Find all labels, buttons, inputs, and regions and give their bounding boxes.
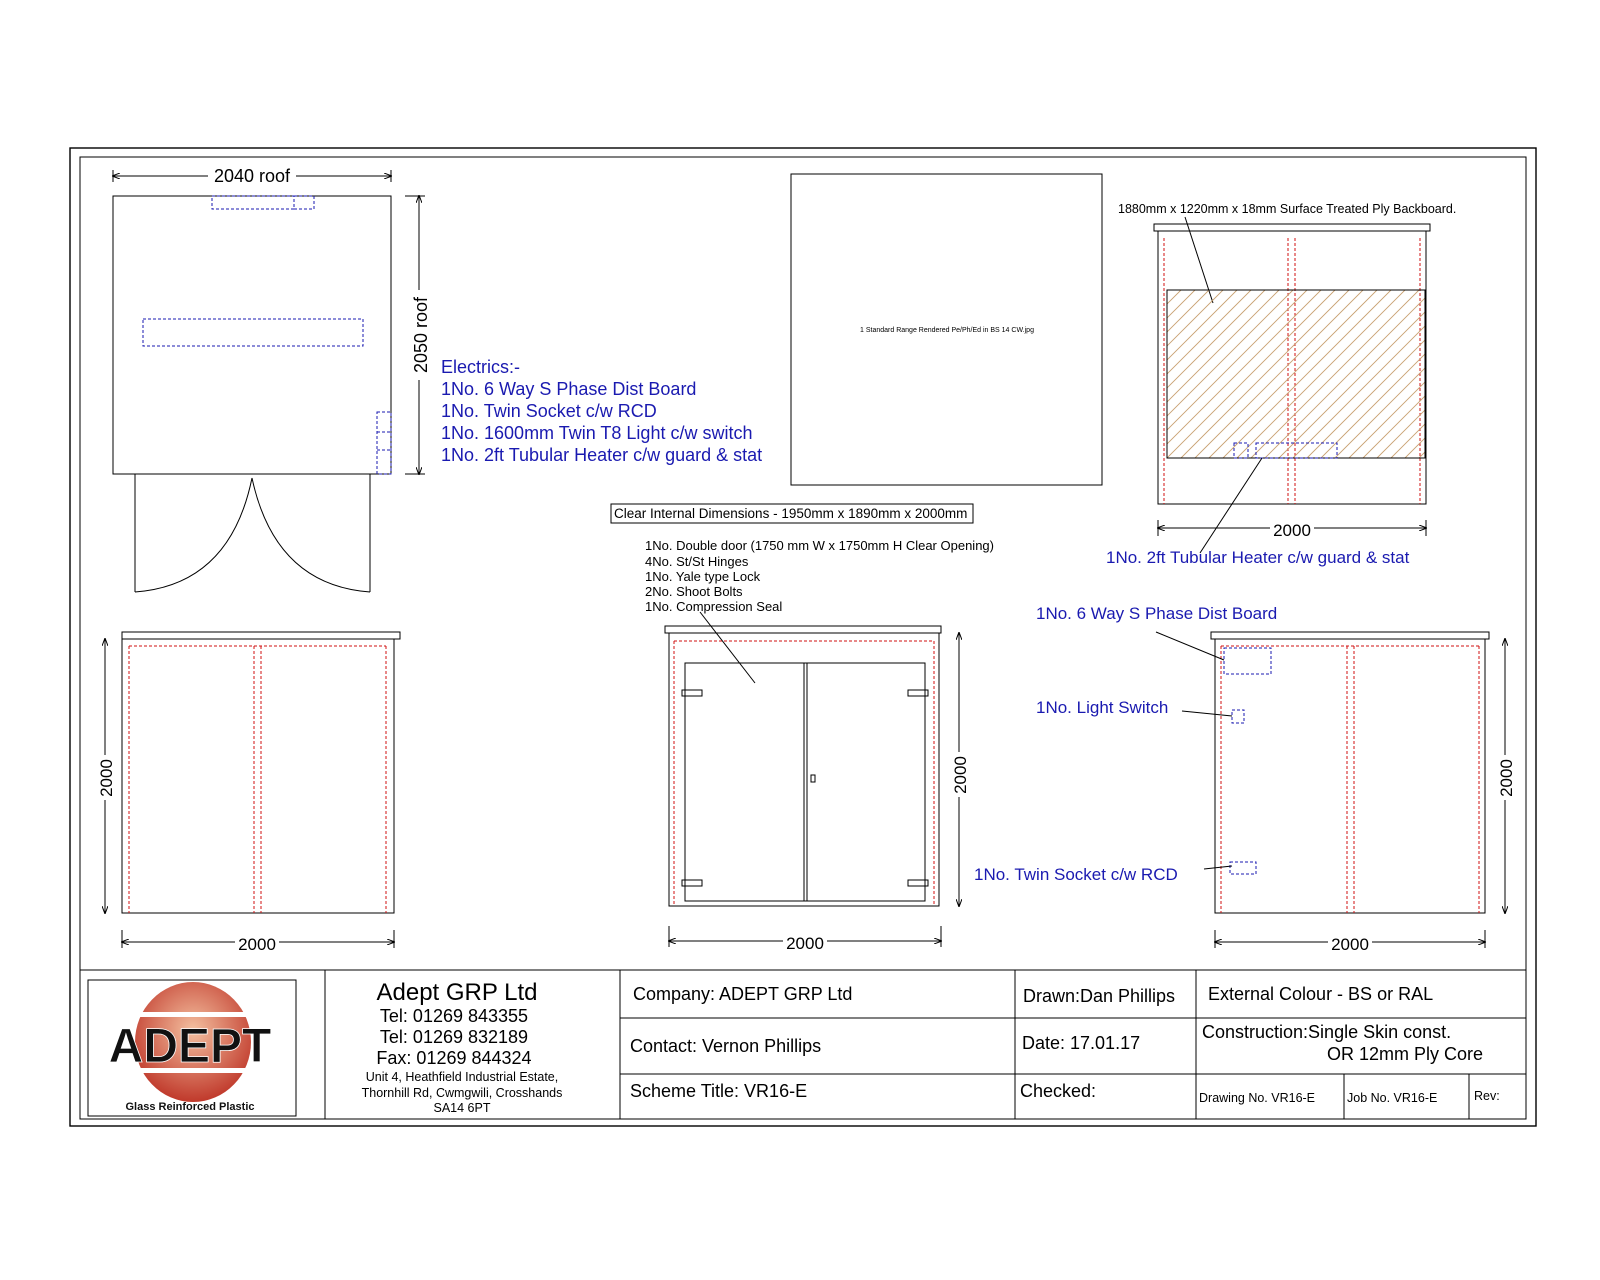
electrics-item: 1No. Twin Socket c/w RCD [441,401,657,421]
hatch-line [1055,290,1223,458]
hatch-line [1587,290,1600,458]
left-elevation [97,632,400,954]
hatch-line [1293,290,1461,458]
plan-width-label: 2040 roof [213,166,291,186]
right-elevation [974,604,1516,954]
company-tel1: Tel: 01269 843355 [379,1006,529,1026]
door-spec [645,538,994,683]
heater-label: 1No. 2ft Tubular Heater c/w guard & stat [1106,548,1410,567]
light-switch-label: 1No. Light Switch [1036,698,1169,717]
company-address: Thornhill Rd, Cwmgwili, Crosshands [361,1086,563,1100]
hatch-line [1027,290,1195,458]
plan-view [113,164,431,592]
hatch-line [1279,290,1447,458]
hatch-line [1237,290,1405,458]
hatch-line [1125,290,1293,458]
hatch-line [1475,290,1600,458]
electrics-heading: Electrics:- [441,357,521,377]
electrics-item: 1No. 6 Way S Phase Dist Board [441,379,697,399]
hatch-line [1363,290,1531,458]
backboard-width-label: 2000 [1273,521,1311,540]
door-spec-line: 2No. Shoot Bolts [645,584,743,599]
hatch-line [999,290,1167,458]
logo-text: ADEPT [108,1020,272,1073]
logo-tagline: Glass Reinforced Plastic [125,1101,255,1113]
hatch-line [1545,290,1600,458]
hatch-line [1573,290,1600,458]
backboard-view [999,202,1600,567]
company-name: Adept GRP Ltd [376,979,538,1006]
client-company: Company: ADEPT GRP Ltd [633,984,853,1004]
hatch-line [1251,290,1419,458]
right-width-label: 2000 [1331,935,1369,954]
image-caption: 1 Standard Range Rendered Pe/Ph/Ed in BS 14 CW.jpg [860,327,1034,334]
backboard-label: 1880mm x 1220mm x 18mm Surface Treated Ply Backboard. [1118,202,1457,216]
hatch-line [1195,290,1363,458]
company-tel2: Tel: 01269 832189 [379,1027,529,1047]
hatch-line [1559,290,1600,458]
hatch-line [1265,290,1433,458]
hatch-line [1517,290,1600,458]
hatch-line [1181,290,1349,458]
front-height-label: 2000 [951,756,970,794]
clear-internal-dimensions: Clear Internal Dimensions - 1950mm x 1890mm x 2000mm [614,506,968,521]
image-placeholder [791,174,1102,485]
hatch-line [1377,290,1545,458]
socket-label: 1No. Twin Socket c/w RCD [974,865,1178,884]
external-colour: External Colour - BS or RAL [1208,984,1434,1004]
adept-logo [88,980,296,1116]
hatch-line [1013,290,1181,458]
company-address: Unit 4, Heathfield Industrial Estate, [365,1070,559,1084]
front-width-label: 2000 [786,934,824,953]
company-address: SA14 6PT [433,1101,491,1115]
door-frame [685,663,925,901]
job-number: Job No. VR16-E [1347,1091,1438,1105]
hatch-line [1223,290,1391,458]
hatch-line [1097,290,1265,458]
right-height-label: 2000 [1497,759,1516,797]
drawing-number: Drawing No. VR16-E [1199,1091,1316,1105]
hatch-line [1111,290,1279,458]
hatch-line [1069,290,1237,458]
door-spec-line: 1No. Compression Seal [645,599,783,614]
electrics-list [441,357,762,465]
hatch-line [1433,290,1600,458]
scheme-title: Scheme Title: VR16-E [630,1081,808,1101]
hatch-line [1153,290,1321,458]
door-spec-line: 1No. Double door (1750 mm W x 1750mm H Clear Opening) [645,538,994,553]
hatch-line [1405,290,1573,458]
hatch-line [1041,290,1209,458]
revision: Rev: [1474,1089,1500,1103]
title-block [80,970,1526,1119]
hatch-line [1447,290,1600,458]
hatch-line [1209,290,1377,458]
dist-board-label: 1No. 6 Way S Phase Dist Board [1036,604,1278,623]
hatch-line [1391,290,1559,458]
client-contact: Contact: Vernon Phillips [630,1036,822,1056]
hatch-line [1419,290,1587,458]
left-width-label: 2000 [238,935,276,954]
front-elevation [665,626,970,953]
construction-line2: OR 12mm Ply Core [1327,1044,1484,1064]
drawn-by: Drawn:Dan Phillips [1023,986,1176,1006]
hatch-line [1461,290,1600,458]
hatch-line [1531,290,1600,458]
hatch-line [1167,290,1335,458]
hatch-line [1503,290,1600,458]
electrics-item: 1No. 2ft Tubular Heater c/w guard & stat [441,445,763,465]
company-fax: Fax: 01269 844324 [376,1048,532,1068]
hatch-line [1349,290,1517,458]
door-spec-line: 1No. Yale type Lock [645,569,761,584]
hatch-line [1489,290,1600,458]
door-spec-line: 4No. St/St Hinges [645,554,749,569]
hatch-line [1307,290,1475,458]
plan-depth-label: 2050 roof [411,296,431,374]
hatch-line [1321,290,1489,458]
construction-line1: Construction:Single Skin const. [1202,1022,1452,1042]
checked-by: Checked: [1020,1081,1097,1101]
hatch-line [1335,290,1503,458]
drawing-date: Date: 17.01.17 [1022,1033,1141,1053]
electrics-item: 1No. 1600mm Twin T8 Light c/w switch [441,423,753,443]
left-height-label: 2000 [97,759,116,797]
